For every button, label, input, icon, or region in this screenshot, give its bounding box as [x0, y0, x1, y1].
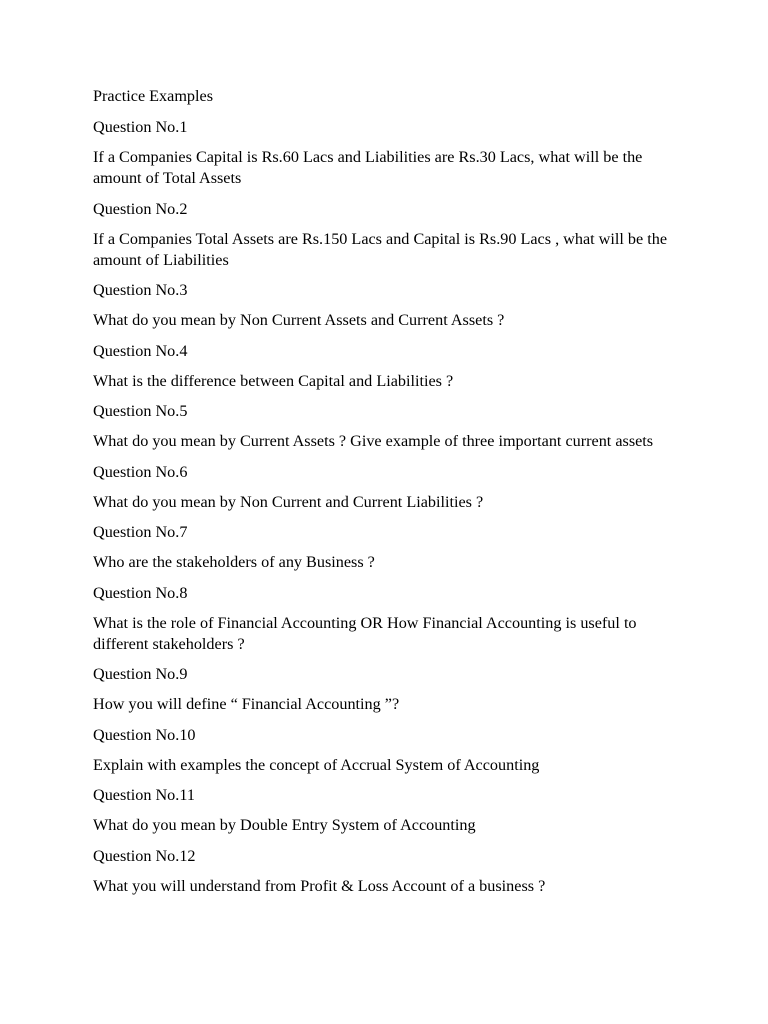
question-12 [93, 846, 676, 897]
question-heading: Question No.10 [93, 725, 196, 744]
question-text: What you will understand from Profit & Loss Account of a business ? [93, 876, 546, 895]
question-heading: Question No.12 [93, 846, 196, 865]
question-text: How you will define “ Financial Accounting ”? [93, 695, 400, 713]
question-heading: Question No.9 [93, 665, 188, 683]
question-text: Who are the stakeholders of any Business ? [93, 553, 375, 571]
question-7 [93, 522, 676, 573]
question-2 [93, 199, 676, 271]
question-6 [93, 462, 676, 513]
question-11 [93, 785, 676, 836]
question-text: Explain with examples the concept of Accrual System of Accounting [93, 755, 540, 774]
question-heading: Question No.3 [93, 281, 188, 299]
question-8 [93, 583, 676, 655]
question-text: What do you mean by Non Current Assets and Current Assets ? [93, 311, 505, 329]
question-4 [93, 341, 676, 392]
document-title: Practice Examples [93, 87, 214, 105]
question-heading: Question No.6 [93, 462, 188, 481]
question-text: What is the role of Financial Accounting OR How Financial Accounting is useful to different stakeholders ? [93, 613, 637, 653]
question-heading: Question No.8 [93, 583, 188, 602]
question-1 [93, 117, 676, 189]
question-10 [93, 725, 676, 776]
question-9 [93, 664, 676, 715]
question-text: What do you mean by Double Entry System of Accounting [93, 816, 476, 834]
question-heading: Question No.1 [93, 118, 188, 136]
question-heading: Question No.5 [93, 402, 188, 420]
question-heading: Question No.7 [93, 523, 188, 541]
question-5 [93, 401, 676, 452]
question-text: If a Companies Capital is Rs.60 Lacs and Liabilities are Rs.30 Lacs, what will be the amount of Total Assets [93, 148, 643, 187]
question-heading: Question No.11 [93, 786, 195, 804]
question-text: What is the difference between Capital and Liabilities ? [93, 371, 454, 390]
question-text: If a Companies Total Assets are Rs.150 Lacs and Capital is Rs.90 Lacs , what will be the amount of Liabilities [93, 229, 668, 269]
question-3 [93, 280, 676, 331]
question-text: What do you mean by Current Assets ? Give example of three important current assets [93, 432, 654, 450]
question-text: What do you mean by Non Current and Current Liabilities ? [93, 492, 484, 511]
question-heading: Question No.4 [93, 341, 188, 360]
question-heading: Question No.2 [93, 199, 188, 218]
